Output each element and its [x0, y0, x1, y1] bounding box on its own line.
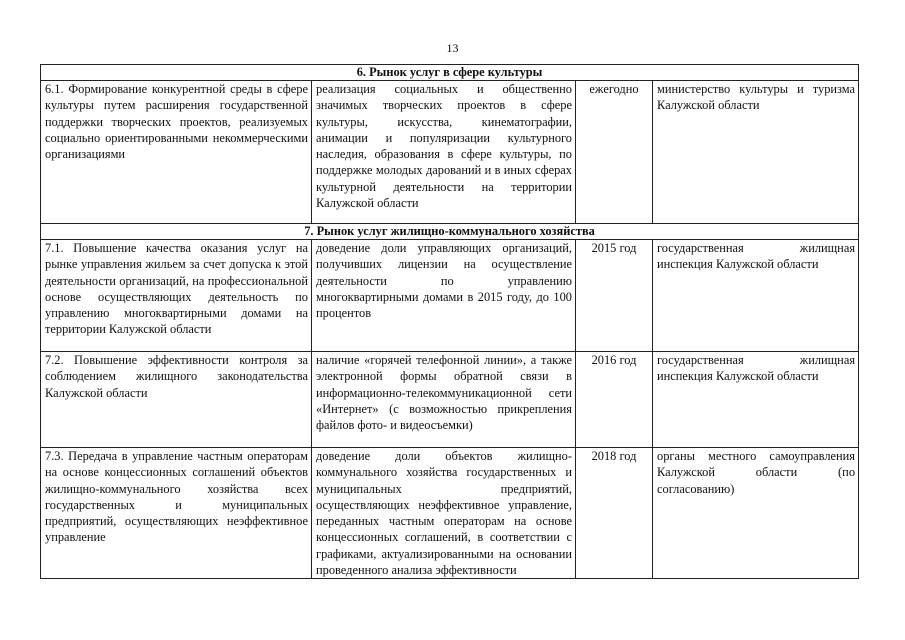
table-row — [41, 240, 859, 352]
measures-table — [40, 64, 859, 579]
period-cell: ежегодно — [576, 81, 653, 224]
responsible-cell: государственная жилищная инспекция Калужской области — [653, 352, 859, 448]
indicator-cell: доведение доли управляющих организаций, получивших лицензии на осуществление деятельности по управлению многоквартирными домами в 2015 году, до 100 процентов — [312, 240, 576, 352]
section-header-row — [41, 65, 859, 81]
section-title: 7. Рынок услуг жилищно-коммунального хозяйства — [41, 224, 859, 240]
measure-cell: 7.1. Повышение качества оказания услуг на рынке управления жильем за счет допуска к этой деятельности организаций, на профессиональной основе осуществляющих деятельность по управлению многоквартирными домами на территории Калужской области — [41, 240, 312, 352]
indicator-cell: реализация социальных и общественно значимых творческих проектов в сфере культуры, искусства, кинематографии, анимации и популяризации культурного наследия, образования в сфере культуры, по поддержке молодых дарований и в иных сферах культурной деятельности на территории Калужской области — [312, 81, 576, 224]
period-cell: 2015 год — [576, 240, 653, 352]
section-title: 6. Рынок услуг в сфере культуры — [41, 65, 859, 81]
table-row — [41, 81, 859, 224]
period-cell: 2018 год — [576, 448, 653, 579]
responsible-cell: государственная жилищная инспекция Калужской области — [653, 240, 859, 352]
measure-cell: 6.1. Формирование конкурентной среды в сфере культуры путем расширения государственной поддержки творческих проектов, реализуемых социально ориентированными некоммерческими организациями — [41, 81, 312, 224]
responsible-cell: министерство культуры и туризма Калужской области — [653, 81, 859, 224]
measure-cell: 7.3. Передача в управление частным операторам на основе концессионных соглашений объектов жилищно-коммунального хозяйства всех государственных и муниципальных предприятий, осуществляющих неэффективное управление — [41, 448, 312, 579]
page-number: 13 — [446, 41, 459, 55]
indicator-cell: наличие «горячей телефонной линии», а также электронной формы обратной связи в информационно-телекоммуникационной сети «Интернет» (с возможностью прикрепления файлов фото- и видеосъемки) — [312, 352, 576, 448]
section-header-row — [41, 224, 859, 240]
responsible-cell: органы местного самоуправления Калужской области (по согласованию) — [653, 448, 859, 579]
table-row — [41, 448, 859, 579]
table-row — [41, 352, 859, 448]
measure-cell: 7.2. Повышение эффективности контроля за соблюдением жилищного законодательства Калужской области — [41, 352, 312, 448]
period-cell: 2016 год — [576, 352, 653, 448]
indicator-cell: доведение доли объектов жилищно-коммунального хозяйства государственных и муниципальных предприятий, осуществляющих неэффективное управление, переданных частным операторам на основе концессионных соглашений, в соответствии с графиками, актуализированными на основании проведенного анализа эффективности — [312, 448, 576, 579]
